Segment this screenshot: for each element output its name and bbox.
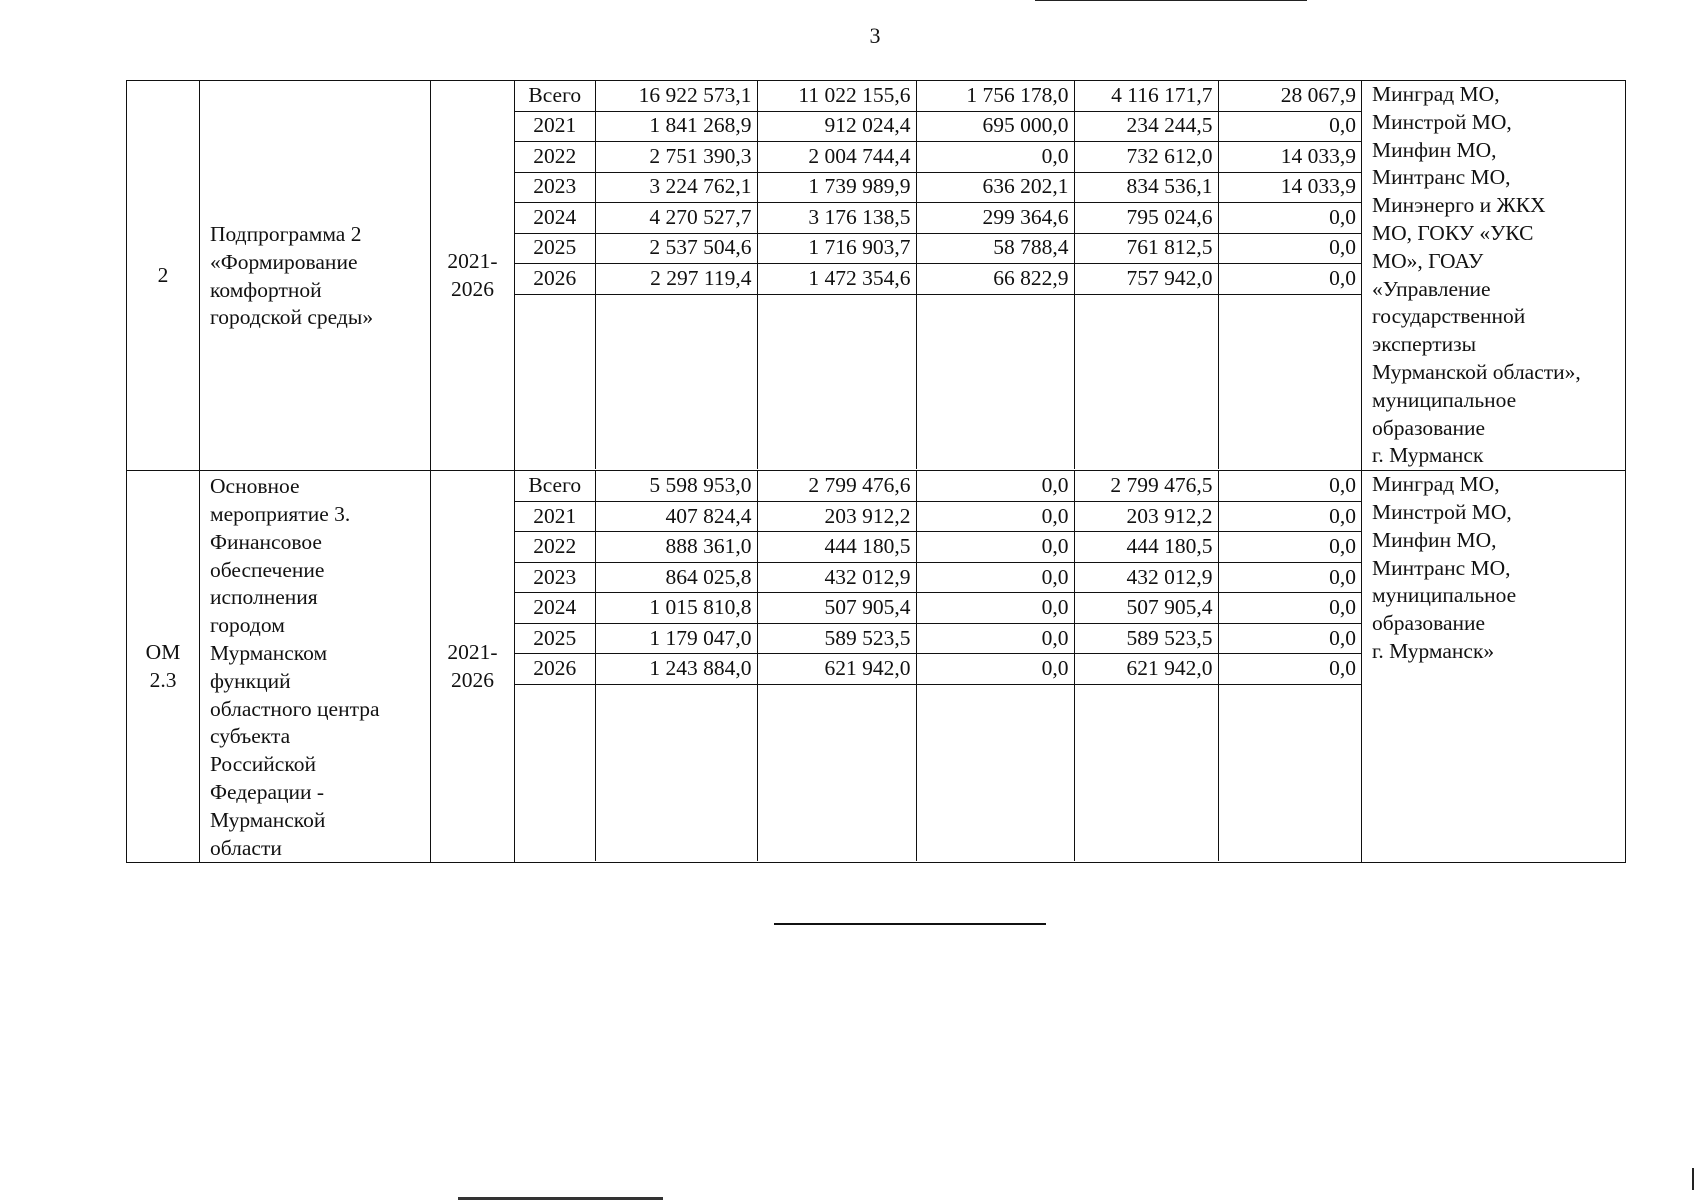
amount-cell: 0,0 bbox=[916, 623, 1074, 654]
page-number: 3 bbox=[869, 23, 881, 48]
year-cell: 2022 bbox=[515, 142, 595, 173]
responsible-line: Минтранс МО, bbox=[1372, 165, 1511, 190]
program-name-line: Федерации - bbox=[210, 779, 325, 804]
amount-cell: 0,0 bbox=[916, 501, 1074, 532]
program-name-line: Российской bbox=[210, 752, 316, 777]
year-cell: Всего bbox=[515, 471, 595, 501]
financing-row bbox=[515, 562, 1361, 593]
amount-cell: 28 067,9 bbox=[1218, 81, 1361, 111]
responsible-line: Минфин МО, bbox=[1372, 137, 1497, 162]
amount-cell: 795 024,6 bbox=[1074, 203, 1218, 234]
year-cell: 2026 bbox=[515, 654, 595, 685]
amount-cell: 0,0 bbox=[916, 562, 1074, 593]
financing-cell bbox=[515, 471, 1362, 863]
amount-cell: 444 180,5 bbox=[757, 532, 916, 563]
responsible-line: Минстрой МО, bbox=[1372, 499, 1512, 524]
empty-cell bbox=[757, 684, 916, 861]
amount-cell: 1 179 047,0 bbox=[595, 623, 757, 654]
financing-row bbox=[515, 654, 1361, 685]
period-cell bbox=[431, 81, 515, 471]
program-name-line: Финансовое bbox=[210, 529, 322, 554]
program-name-line: городом bbox=[210, 613, 285, 638]
financing-filler-row bbox=[515, 294, 1361, 469]
amount-cell: 0,0 bbox=[1218, 233, 1361, 264]
financing-row bbox=[515, 142, 1361, 173]
responsible-line: Минфин МО, bbox=[1372, 527, 1497, 552]
amount-cell: 1 243 884,0 bbox=[595, 654, 757, 685]
responsible-line: г. Мурманск bbox=[1372, 443, 1484, 468]
empty-cell bbox=[916, 684, 1074, 861]
responsible-line: Минтранс МО, bbox=[1372, 555, 1511, 580]
amount-cell: 0,0 bbox=[916, 532, 1074, 563]
amount-cell: 4 116 171,7 bbox=[1074, 81, 1218, 111]
financing-row bbox=[515, 111, 1361, 142]
year-cell: 2024 bbox=[515, 593, 595, 624]
amount-cell: 761 812,5 bbox=[1074, 233, 1218, 264]
financing-row bbox=[515, 501, 1361, 532]
financing-row bbox=[515, 623, 1361, 654]
empty-cell bbox=[757, 294, 916, 469]
amount-cell: 0,0 bbox=[1218, 471, 1361, 501]
amount-cell: 234 244,5 bbox=[1074, 111, 1218, 142]
program-name-line: области bbox=[210, 835, 282, 860]
amount-cell: 444 180,5 bbox=[1074, 532, 1218, 563]
amount-cell: 0,0 bbox=[1218, 623, 1361, 654]
program-name-line: Подпрограмма 2 bbox=[210, 221, 362, 246]
responsible-line: муниципальное bbox=[1372, 583, 1517, 608]
year-cell: 2023 bbox=[515, 172, 595, 203]
amount-cell: 732 612,0 bbox=[1074, 142, 1218, 173]
amount-cell: 14 033,9 bbox=[1218, 142, 1361, 173]
program-name-line: обеспечение bbox=[210, 557, 325, 582]
amount-cell: 58 788,4 bbox=[916, 233, 1074, 264]
row-number-cell bbox=[127, 471, 200, 863]
year-cell: 2024 bbox=[515, 203, 595, 234]
amount-cell: 0,0 bbox=[1218, 501, 1361, 532]
amount-cell: 1 716 903,7 bbox=[757, 233, 916, 264]
responsible-line: МО», ГОАУ bbox=[1372, 248, 1484, 273]
amount-cell: 0,0 bbox=[916, 142, 1074, 173]
row-number: 2 bbox=[157, 262, 169, 287]
program-name-line: городской среды» bbox=[210, 305, 374, 330]
responsible-cell bbox=[1362, 471, 1626, 863]
financing-breakdown bbox=[515, 81, 1361, 469]
amount-cell: 14 033,9 bbox=[1218, 172, 1361, 203]
responsible-line: экспертизы bbox=[1372, 332, 1477, 357]
amount-cell: 757 942,0 bbox=[1074, 264, 1218, 295]
amount-cell: 16 922 573,1 bbox=[595, 81, 757, 111]
financing-table bbox=[126, 80, 1626, 863]
financing-row bbox=[515, 532, 1361, 563]
responsible-line: МО, ГОКУ «УКС bbox=[1372, 220, 1534, 245]
amount-cell: 0,0 bbox=[1218, 562, 1361, 593]
empty-cell bbox=[916, 294, 1074, 469]
amount-cell: 589 523,5 bbox=[1074, 623, 1218, 654]
amount-cell: 0,0 bbox=[1218, 532, 1361, 563]
program-name-line: комфортной bbox=[210, 277, 322, 302]
program-name-line: областного центра bbox=[210, 696, 380, 721]
amount-cell: 695 000,0 bbox=[916, 111, 1074, 142]
responsible-line: Мурманской области», bbox=[1372, 359, 1581, 384]
amount-cell: 0,0 bbox=[916, 654, 1074, 685]
amount-cell: 0,0 bbox=[916, 593, 1074, 624]
amount-cell: 1 015 810,8 bbox=[595, 593, 757, 624]
amount-cell: 5 598 953,0 bbox=[595, 471, 757, 501]
amount-cell: 0,0 bbox=[916, 471, 1074, 501]
amount-cell: 4 270 527,7 bbox=[595, 203, 757, 234]
amount-cell: 3 224 762,1 bbox=[595, 172, 757, 203]
empty-cell bbox=[1074, 684, 1218, 861]
amount-cell: 0,0 bbox=[1218, 654, 1361, 685]
period-line: 2026 bbox=[451, 667, 494, 692]
program-name-line: исполнения bbox=[210, 585, 318, 610]
amount-cell: 1 841 268,9 bbox=[595, 111, 757, 142]
amount-cell: 432 012,9 bbox=[757, 562, 916, 593]
amount-cell: 507 905,4 bbox=[1074, 593, 1218, 624]
responsible-line: Минэнерго и ЖКХ bbox=[1372, 193, 1546, 218]
empty-cell bbox=[1218, 294, 1361, 469]
row-number-cell bbox=[127, 81, 200, 471]
empty-cell bbox=[1218, 684, 1361, 861]
amount-cell: 864 025,8 bbox=[595, 562, 757, 593]
amount-cell: 1 472 354,6 bbox=[757, 264, 916, 295]
amount-cell: 912 024,4 bbox=[757, 111, 916, 142]
amount-cell: 0,0 bbox=[1218, 111, 1361, 142]
amount-cell: 636 202,1 bbox=[916, 172, 1074, 203]
program-name-line: Мурманской bbox=[210, 807, 326, 832]
amount-cell: 621 942,0 bbox=[1074, 654, 1218, 685]
edge-mark bbox=[1692, 1168, 1694, 1190]
responsible-line: Минград МО, bbox=[1372, 472, 1500, 497]
amount-cell: 0,0 bbox=[1218, 593, 1361, 624]
period-cell bbox=[431, 471, 515, 863]
amount-cell: 2 004 744,4 bbox=[757, 142, 916, 173]
amount-cell: 2 799 476,5 bbox=[1074, 471, 1218, 501]
financing-breakdown bbox=[515, 471, 1361, 861]
amount-cell: 203 912,2 bbox=[1074, 501, 1218, 532]
financing-row bbox=[515, 593, 1361, 624]
empty-cell bbox=[1074, 294, 1218, 469]
program-name-line: «Формирование bbox=[210, 249, 358, 274]
amount-cell: 0,0 bbox=[1218, 203, 1361, 234]
amount-cell: 299 364,6 bbox=[916, 203, 1074, 234]
end-rule bbox=[774, 923, 1046, 925]
year-cell: 2021 bbox=[515, 111, 595, 142]
amount-cell: 507 905,4 bbox=[757, 593, 916, 624]
year-cell: 2025 bbox=[515, 623, 595, 654]
responsible-cell bbox=[1362, 81, 1626, 471]
program-name-line: Мурманском bbox=[210, 640, 328, 665]
amount-cell: 2 799 476,6 bbox=[757, 471, 916, 501]
amount-cell: 834 536,1 bbox=[1074, 172, 1218, 203]
program-name-line: функций bbox=[210, 668, 291, 693]
financing-row bbox=[515, 471, 1361, 501]
responsible-line: «Управление bbox=[1372, 276, 1491, 301]
amount-cell: 203 912,2 bbox=[757, 501, 916, 532]
responsible-line: муниципальное bbox=[1372, 387, 1517, 412]
amount-cell: 407 824,4 bbox=[595, 501, 757, 532]
period-line: 2026 bbox=[451, 276, 494, 301]
financing-cell bbox=[515, 81, 1362, 471]
amount-cell: 3 176 138,5 bbox=[757, 203, 916, 234]
responsible-line: Минград МО, bbox=[1372, 82, 1500, 106]
row-number: ОМ bbox=[145, 639, 181, 664]
responsible-line: образование bbox=[1372, 415, 1486, 440]
year-cell: 2026 bbox=[515, 264, 595, 295]
responsible-line: г. Мурманск» bbox=[1372, 638, 1495, 663]
empty-cell bbox=[515, 684, 595, 861]
amount-cell: 888 361,0 bbox=[595, 532, 757, 563]
financing-row bbox=[515, 81, 1361, 111]
amount-cell: 2 751 390,3 bbox=[595, 142, 757, 173]
period-line: 2021- bbox=[447, 248, 498, 273]
amount-cell: 621 942,0 bbox=[757, 654, 916, 685]
amount-cell: 432 012,9 bbox=[1074, 562, 1218, 593]
program-row bbox=[127, 81, 1626, 471]
year-cell: Всего bbox=[515, 81, 595, 111]
year-cell: 2025 bbox=[515, 233, 595, 264]
program-name-cell bbox=[200, 471, 431, 863]
amount-cell: 11 022 155,6 bbox=[757, 81, 916, 111]
program-row bbox=[127, 471, 1626, 863]
responsible-line: образование bbox=[1372, 611, 1486, 636]
program-name-line: Основное bbox=[210, 474, 300, 499]
financing-row bbox=[515, 264, 1361, 295]
financing-row bbox=[515, 203, 1361, 234]
program-name-cell bbox=[200, 81, 431, 471]
period-line: 2021- bbox=[447, 639, 498, 664]
amount-cell: 2 297 119,4 bbox=[595, 264, 757, 295]
amount-cell: 2 537 504,6 bbox=[595, 233, 757, 264]
program-name-line: субъекта bbox=[210, 724, 291, 749]
top-rule bbox=[1035, 0, 1307, 1]
amount-cell: 1 756 178,0 bbox=[916, 81, 1074, 111]
empty-cell bbox=[595, 294, 757, 469]
amount-cell: 66 822,9 bbox=[916, 264, 1074, 295]
financing-row bbox=[515, 172, 1361, 203]
financing-row bbox=[515, 233, 1361, 264]
empty-cell bbox=[595, 684, 757, 861]
amount-cell: 0,0 bbox=[1218, 264, 1361, 295]
year-cell: 2022 bbox=[515, 532, 595, 563]
row-number: 2.3 bbox=[149, 667, 177, 692]
program-name-line: мероприятие 3. bbox=[210, 501, 351, 526]
amount-cell: 589 523,5 bbox=[757, 623, 916, 654]
empty-cell bbox=[515, 294, 595, 469]
amount-cell: 1 739 989,9 bbox=[757, 172, 916, 203]
responsible-line: Минстрой МО, bbox=[1372, 109, 1512, 134]
year-cell: 2021 bbox=[515, 501, 595, 532]
financing-filler-row bbox=[515, 684, 1361, 861]
responsible-line: государственной bbox=[1372, 304, 1526, 329]
year-cell: 2023 bbox=[515, 562, 595, 593]
